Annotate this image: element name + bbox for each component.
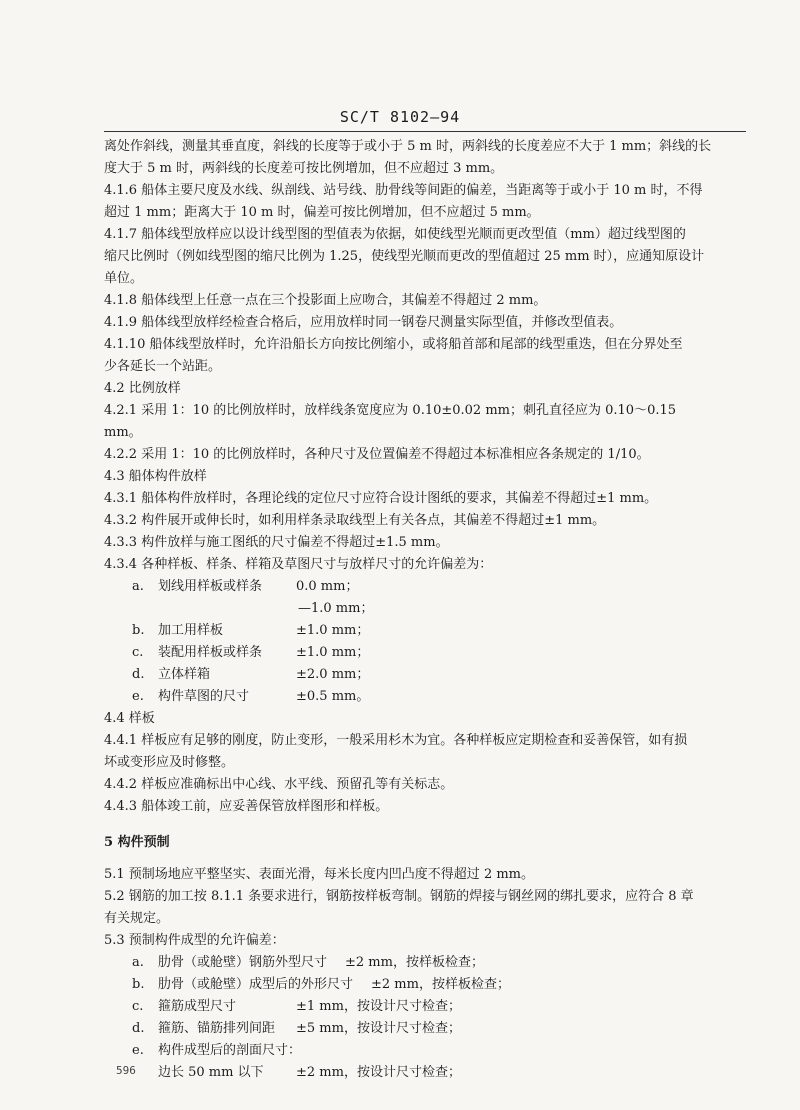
list-item — [104, 974, 744, 996]
list-item-text: 边长 50 mm 以下 — [158, 1065, 264, 1080]
list-item-label: b. — [132, 623, 145, 638]
text-line: 4.4.2 样板应准确标出中心线、水平线、预留孔等有关标志。 — [104, 777, 454, 792]
text-line: 4.4 样板 — [104, 711, 155, 726]
list-item — [104, 996, 744, 1018]
list-item-label: b. — [132, 977, 145, 992]
list-item-text: 装配用样板或样条 — [158, 645, 263, 660]
list-item-label: c. — [132, 999, 144, 1014]
list-item — [104, 598, 744, 620]
list-item-label: c. — [132, 645, 144, 660]
clauses-4-4 — [104, 708, 744, 818]
list-item — [104, 620, 744, 642]
list-item — [104, 642, 744, 664]
list-item — [104, 686, 744, 708]
list-item — [104, 1040, 744, 1062]
list-item-value: ±2 mm，按样板检查； — [345, 955, 484, 970]
text-line: 度大于 5 m 时，两斜线的长度差可按比例增加，但不应超过 3 mm。 — [104, 161, 504, 176]
list-item-label: e. — [132, 1043, 144, 1058]
list-item-value: —1.0 mm； — [298, 601, 374, 616]
list-item — [104, 664, 744, 686]
list-item-value: ±2 mm，按样板检查； — [371, 977, 510, 992]
text-line: 4.1.10 船体线型放样时，允许沿船长方向按比例缩小，或将船首部和尾部的线型重迭，但在分界处至 — [104, 337, 683, 352]
list-item — [104, 1062, 744, 1084]
text-line: 4.3.4 各种样板、样条、样箱及草图尺寸与放样尺寸的允许偏差为： — [104, 557, 493, 572]
text-line: 超过 1 mm；距离大于 10 m 时，偏差可按比例增加，但不应超过 5 mm。 — [104, 205, 540, 220]
page-header: SC/T 8102—94 — [339, 108, 461, 126]
text-line: 4.1.7 船体线型放样应以设计线型图的型值表为依据，如使线型光顺而更改型值（mm）超过线型图的 — [104, 227, 686, 242]
header-rule — [104, 131, 746, 132]
list-item-text: 构件草图的尺寸 — [158, 689, 250, 704]
list-item-label: d. — [132, 667, 145, 682]
text-line: 缩尺比例时（例如线型图的缩尺比例为 1.25，使线型光顺而更改的型值超过 25 mm 时），应通知原设计 — [104, 249, 705, 264]
text-line: 5.3 预制构件成型的允许偏差： — [104, 933, 285, 948]
list-item-value: ±5 mm，按设计尺寸检查； — [296, 1021, 461, 1036]
text-line: 5.1 预制场地应平整坚实、表面光滑，每米长度内凹凸度不得超过 2 mm。 — [104, 867, 534, 882]
text-line: 4.3 船体构件放样 — [104, 469, 207, 484]
clauses-5 — [104, 864, 744, 952]
list-item-text: 加工用样板 — [158, 623, 224, 638]
text-line: 4.1.6 船体主要尺度及水线、纵剖线、站号线、肋骨线等间距的偏差，当距离等于或小于 10 m 时，不得 — [104, 183, 703, 198]
text-line: 4.3.3 构件放样与施工图纸的尺寸偏差不得超过±1.5 mm。 — [104, 535, 449, 550]
text-line: 4.2 比例放样 — [104, 381, 181, 396]
text-line: 4.4.3 船体竣工前，应妥善保管放样图形和样板。 — [104, 799, 389, 814]
list-item — [104, 576, 744, 598]
text-line: 4.3.2 构件展开或伸长时，如利用样条录取线型上有关各点，其偏差不得超过±1 mm。 — [104, 513, 606, 528]
list-item-value: ±2.0 mm； — [296, 667, 370, 682]
text-line: 4.2.1 采用 1：10 的比例放样时，放样线条宽度应为 0.10±0.02 mm；刺孔直径应为 0.10～0.15 — [104, 403, 677, 418]
list-item — [104, 1018, 744, 1040]
list-item-value: ±1.0 mm； — [296, 623, 370, 638]
text-line: 4.4.1 样板应有足够的刚度，防止变形，一般采用杉木为宜。各种样板应定期检查和妥善保管，如有损 — [104, 733, 688, 748]
list-item — [104, 952, 744, 974]
text-line: 少各延长一个站距。 — [104, 359, 222, 374]
text-line: 4.1.9 船体线型放样经检查合格后，应用放样时同一钢卷尺测量实际型值，并修改型值表。 — [104, 315, 623, 330]
list-item-value: 0.0 mm； — [296, 579, 359, 594]
list-item-label: a. — [132, 955, 144, 970]
list-item-text: 肋骨（或舱壁）钢筋外型尺寸 — [158, 955, 328, 970]
tolerance-list-5-3 — [104, 952, 744, 1084]
text-line: 离处作斜线，测量其垂直度，斜线的长度等于或小于 5 m 时，两斜线的长度差应不大于 1 mm；斜线的长 — [104, 139, 712, 154]
text-line: 坏或变形应及时修整。 — [104, 755, 235, 770]
list-item-text: 构件成型后的剖面尺寸： — [158, 1043, 302, 1058]
list-item-text: 立体样箱 — [158, 667, 211, 682]
section-5-title: 5 构件预制 — [104, 835, 170, 850]
text-line: mm。 — [104, 425, 142, 440]
list-item-value: ±1.0 mm； — [296, 645, 370, 660]
text-line: 5.2 钢筋的加工按 8.1.1 条要求进行，钢筋按样板弯制。钢筋的焊接与钢丝网的绑扎要求，应符合 8 章 — [104, 889, 694, 904]
body-text — [104, 136, 744, 1084]
text-line: 4.1.8 船体线型上任意一点在三个投影面上应吻合，其偏差不得超过 2 mm。 — [104, 293, 547, 308]
list-item-text: 肋骨（或舱壁）成型后的外形尺寸 — [158, 977, 354, 992]
list-item-label: e. — [132, 689, 144, 704]
tolerance-list-4-3-4 — [104, 576, 744, 708]
list-item-text: 箍筋成型尺寸 — [158, 999, 237, 1014]
list-item-value: ±1 mm，按设计尺寸检查； — [296, 999, 461, 1014]
list-item-label: d. — [132, 1021, 145, 1036]
list-item-value: ±0.5 mm。 — [296, 689, 370, 704]
list-item-text: 箍筋、锚筋排列间距 — [158, 1021, 276, 1036]
list-item-label: a. — [132, 579, 144, 594]
text-line: 有关规定。 — [104, 911, 170, 926]
clauses-4-1 — [104, 136, 744, 576]
page-number: 596 — [116, 1064, 136, 1077]
text-line: 4.2.2 采用 1：10 的比例放样时，各种尺寸及位置偏差不得超过本标准相应各条规定的 1/10。 — [104, 447, 650, 462]
list-item-value: ±2 mm，按设计尺寸检查； — [296, 1065, 461, 1080]
text-line: 单位。 — [104, 271, 144, 286]
list-item-text: 划线用样板或样条 — [158, 579, 263, 594]
text-line: 4.3.1 船体构件放样时，各理论线的定位尺寸应符合设计图纸的要求，其偏差不得超过±1 mm。 — [104, 491, 658, 506]
